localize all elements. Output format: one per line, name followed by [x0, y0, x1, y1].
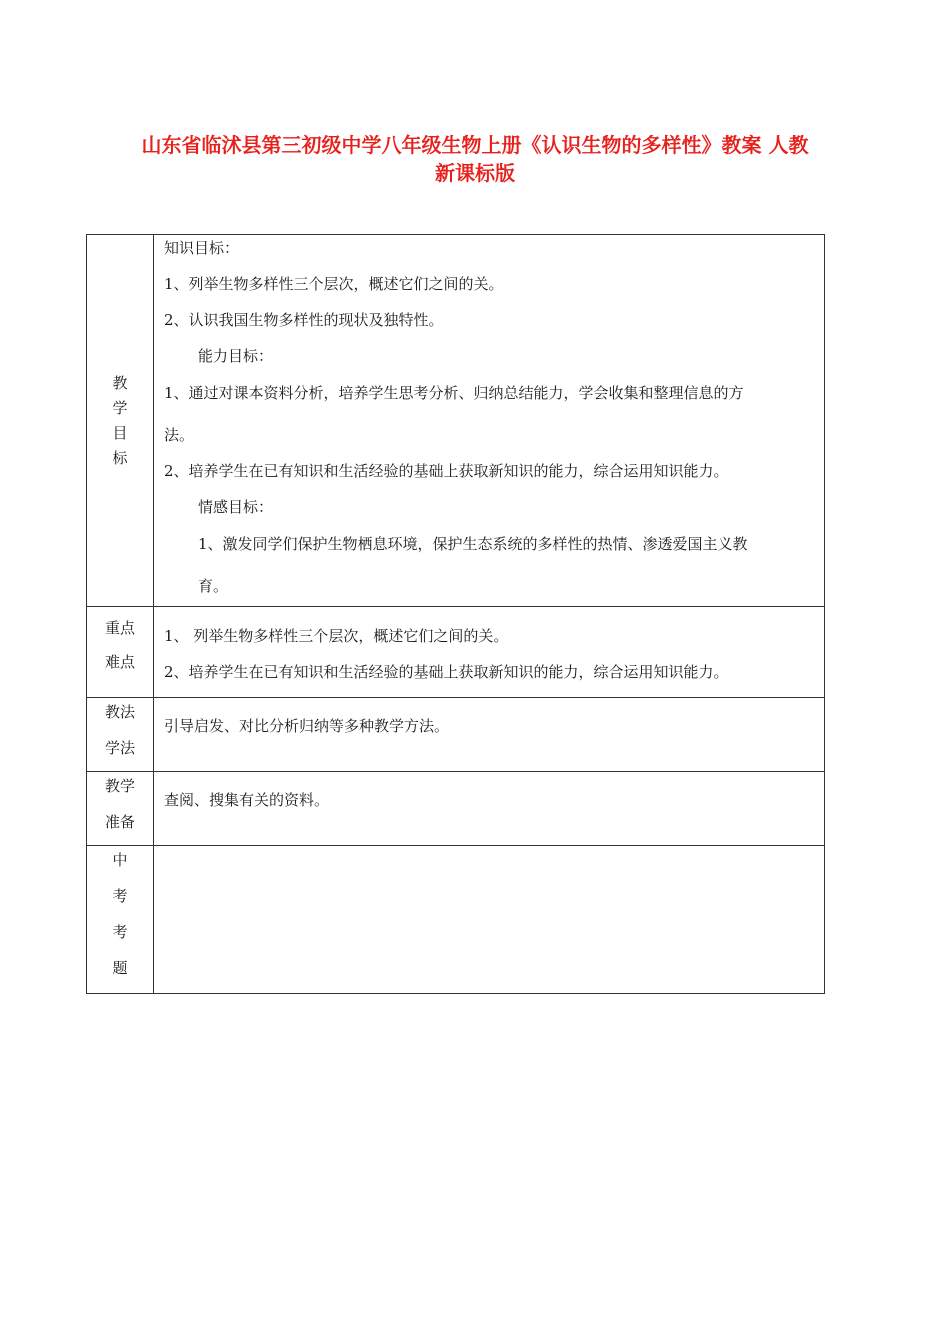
objectives-label-char: 学 [112, 398, 128, 417]
ability-item-1-line-2: 法。 [164, 426, 195, 444]
methods-row [87, 698, 825, 772]
key-points-label [87, 607, 154, 698]
emotion-heading: 情感目标： [198, 498, 274, 516]
preparation-content [154, 772, 825, 846]
exam-label-char: 中 [112, 851, 128, 869]
objectives-label-char: 标 [112, 448, 128, 467]
lesson-plan-table [86, 234, 825, 994]
exam-label-char: 考 [112, 887, 128, 905]
key-points-content [154, 607, 825, 698]
methods-label-line1: 教法 [104, 703, 135, 721]
emotion-item-1-line-2: 育。 [198, 577, 229, 595]
document-title-line1: 山东省临沭县第三初级中学八年级生物上册《认识生物的多样性》教案 人教 [141, 133, 809, 157]
key-points-label-line1: 重点 [104, 619, 135, 637]
objectives-label [87, 235, 154, 607]
methods-text: 引导启发、对比分析归纳等多种教学方法。 [164, 717, 450, 735]
exam-label-char: 题 [112, 959, 128, 977]
key-points-row [87, 607, 825, 698]
preparation-label-line1: 教学 [104, 777, 135, 795]
exam-label [87, 846, 154, 994]
knowledge-item: 1、列举生物多样性三个层次，概述它们之间的关。 [164, 275, 504, 293]
knowledge-heading: 知识目标： [164, 239, 240, 257]
ability-heading: 能力目标： [198, 347, 274, 365]
preparation-label [87, 772, 154, 846]
key-point-item: 2、培养学生在已有知识和生活经验的基础上获取新知识的能力，综合运用知识能力。 [164, 663, 729, 681]
objectives-row [87, 235, 825, 607]
methods-content [154, 698, 825, 772]
knowledge-item: 2、认识我国生物多样性的现状及独特性。 [164, 311, 444, 329]
emotion-item-1-line-1: 1、激发同学们保护生物栖息环境，保护生态系统的多样性的热情、渗透爱国主义教 [198, 535, 748, 553]
methods-label [87, 698, 154, 772]
objectives-content [154, 235, 825, 607]
exam-label-char: 考 [112, 923, 128, 941]
document-title-line2: 新课标版 [435, 161, 515, 185]
exam-content [154, 846, 825, 994]
preparation-row [87, 772, 825, 846]
preparation-text: 查阅、搜集有关的资料。 [164, 791, 330, 809]
methods-label-line2: 学法 [104, 739, 135, 757]
key-points-label-line2: 难点 [104, 653, 135, 671]
document-title [60, 131, 890, 187]
objectives-label-char: 教 [112, 373, 128, 392]
key-point-item: 1、 列举生物多样性三个层次，概述它们之间的关。 [164, 627, 509, 645]
exam-row [87, 846, 825, 994]
ability-item-1-line-1: 1、通过对课本资料分析，培养学生思考分析、归纳总结能力，学会收集和整理信息的方 [164, 384, 744, 402]
preparation-label-line2: 准备 [104, 813, 135, 831]
ability-item-2: 2、培养学生在已有知识和生活经验的基础上获取新知识的能力，综合运用知识能力。 [164, 462, 729, 480]
objectives-label-char: 目 [112, 423, 128, 442]
